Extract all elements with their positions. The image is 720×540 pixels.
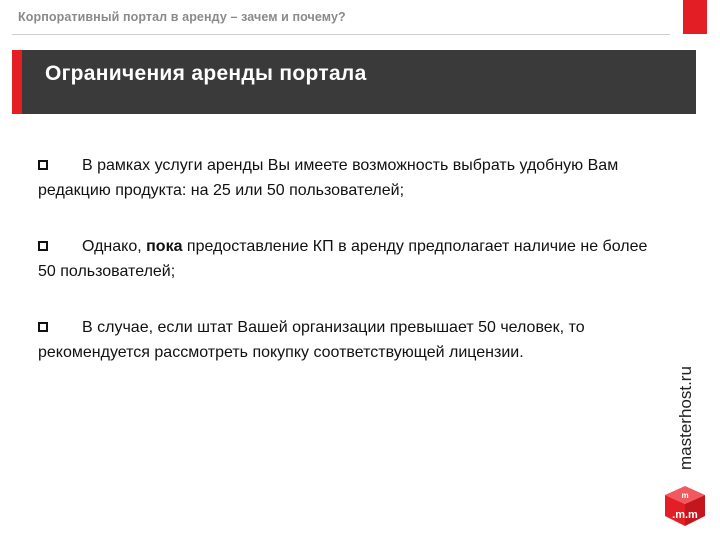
hollow-square-bullet-icon	[38, 241, 48, 251]
svg-text:m: m	[681, 491, 689, 500]
top-caption: Корпоративный портал в аренду – зачем и почему?	[18, 10, 346, 24]
top-red-tab	[683, 0, 707, 34]
brand-site-label: masterhost.ru	[676, 366, 695, 470]
list-item	[38, 234, 653, 284]
list-item-text: В рамках услуги аренды Вы имеете возможность выбрать удобную Вам редакцию продукта: на 25 или 50 пользователей;	[38, 157, 619, 199]
slide-title: Ограничения аренды портала	[45, 62, 367, 85]
list-item-emphasis: пока	[146, 238, 183, 255]
brand-site-label-wrap	[676, 366, 706, 471]
list-item-text-after: предоставление КП в аренду предполагает наличие не более 50 пользователей;	[38, 238, 648, 280]
bullet-list	[38, 153, 653, 365]
list-item	[38, 315, 653, 365]
list-item-text-before: Однако,	[82, 238, 147, 255]
hollow-square-bullet-icon	[38, 322, 48, 332]
hollow-square-bullet-icon	[38, 160, 48, 170]
list-item	[38, 153, 653, 203]
logo-text: .m.m	[672, 509, 698, 521]
top-divider	[12, 34, 670, 35]
list-item-text: В случае, если штат Вашей организации превышает 50 человек, то рекомендуется рассмотреть покупку соответствующей лицензии.	[38, 319, 585, 361]
masterhost-cube-logo-icon	[662, 484, 708, 528]
title-bar-accent	[12, 50, 22, 114]
